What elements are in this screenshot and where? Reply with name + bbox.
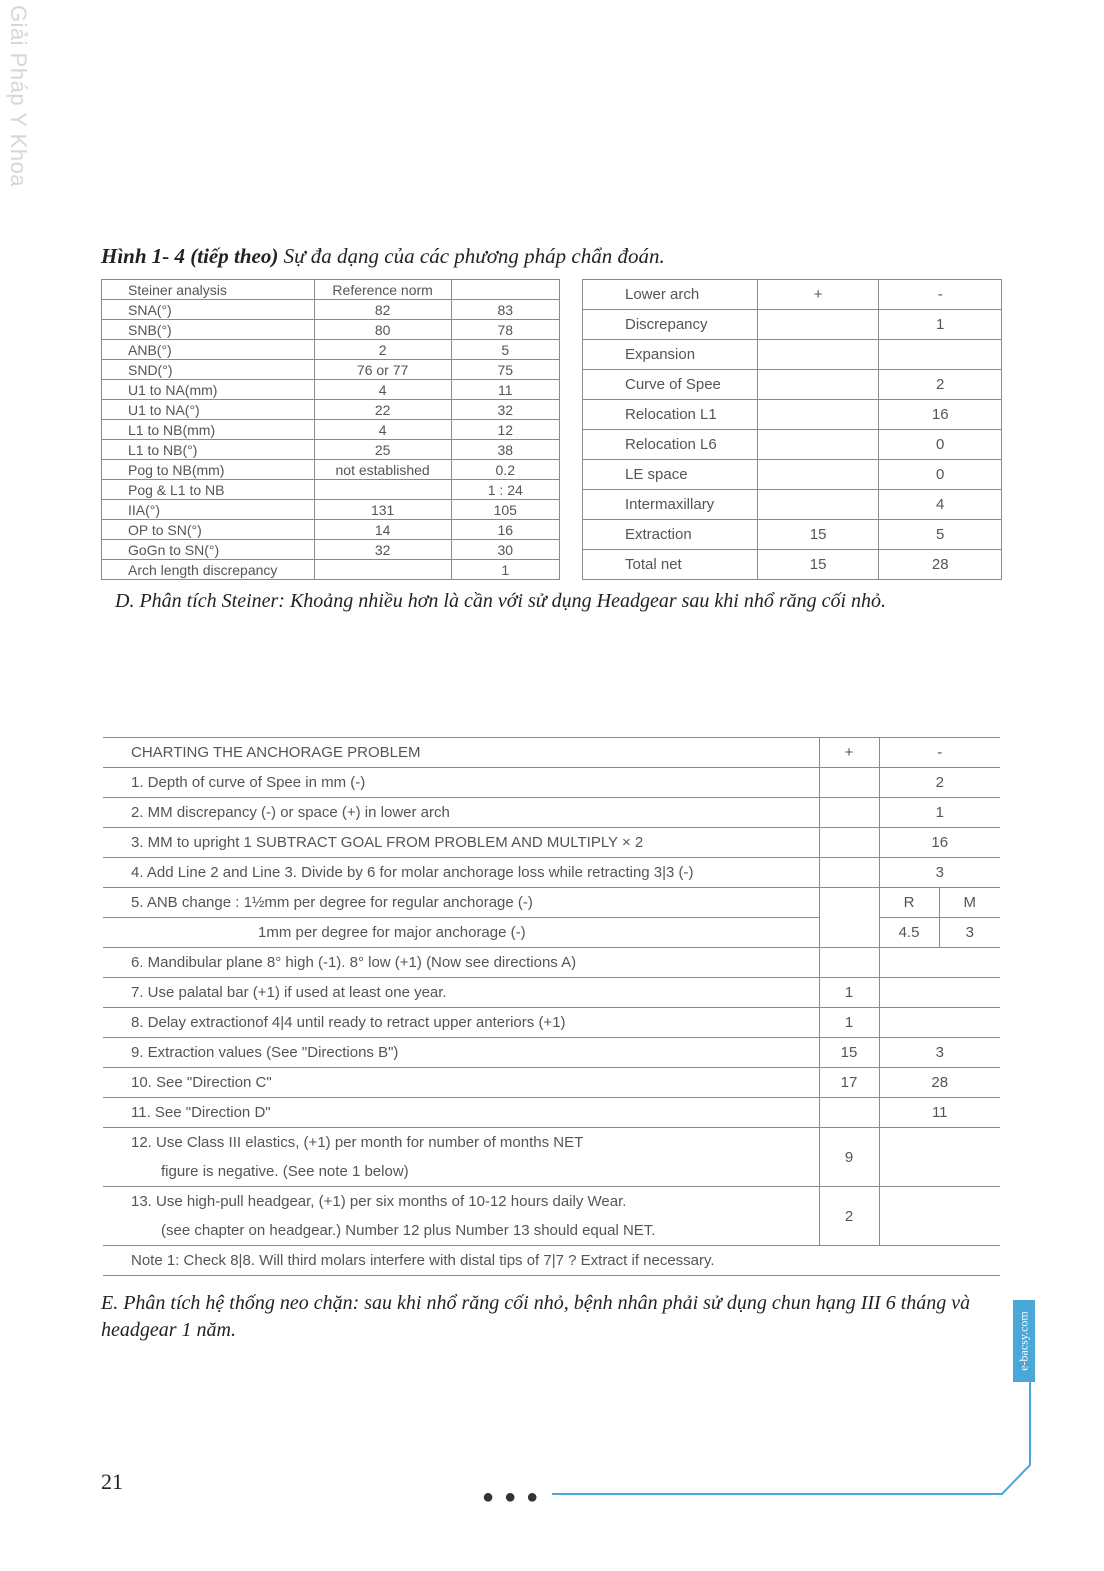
norm-cell: 82 [314, 300, 451, 320]
minus-header: - [879, 738, 1000, 768]
plus-header: + [819, 738, 879, 768]
value-cell: 11 [451, 380, 560, 400]
value-cell: 78 [451, 320, 560, 340]
norm-cell: 4 [314, 420, 451, 440]
measure-cell: Pog & L1 to NB [102, 480, 315, 500]
norm-cell: 14 [314, 520, 451, 540]
step-cell: 2. MM discrepancy (-) or space (+) in lower arch [103, 798, 819, 828]
value-cell: 0.2 [451, 460, 560, 480]
measure-cell: U1 to NA(°) [102, 400, 315, 420]
minus-cell: 0 [879, 460, 1002, 490]
dots-ornament: ●●● [482, 1486, 549, 1508]
measure-cell: SND(°) [102, 360, 315, 380]
steiner-header: Steiner analysis [102, 280, 315, 300]
item-cell: Curve of Spee [583, 370, 758, 400]
minus-header: - [879, 280, 1002, 310]
caption-d: D. Phân tích Steiner: Khoảng nhiều hơn là cần với sử dụng Headgear sau khi nhổ răng cối nhỏ. [115, 590, 887, 612]
plus-cell: 1 [819, 1008, 879, 1038]
step-cell: 1. Depth of curve of Spee in mm (-) [103, 768, 819, 798]
step-cell: 9. Extraction values (See "Directions B") [103, 1038, 819, 1068]
note-cell: Note 1: Check 8|8. Will third molars interfere with distal tips of 7|7 ? Extract if necessary. [103, 1246, 1000, 1276]
step-line: 12. Use Class III elastics, (+1) per month for number of months NET [131, 1134, 584, 1151]
value-cell: 105 [451, 500, 560, 520]
minus-cell: 28 [879, 1068, 1000, 1098]
measure-cell: Pog to NB(mm) [102, 460, 315, 480]
norm-cell: 76 or 77 [314, 360, 451, 380]
step-cell: 6. Mandibular plane 8° high (-1). 8° low (+1) (Now see directions A) [103, 948, 819, 978]
measure-cell: SNB(°) [102, 320, 315, 340]
measure-cell: ANB(°) [102, 340, 315, 360]
plus-cell: 2 [819, 1187, 879, 1246]
value-cell: 83 [451, 300, 560, 320]
step-cell: 5. ANB change : 1½mm per degree for regular anchorage (-) [103, 888, 819, 918]
measure-cell: L1 to NB(mm) [102, 420, 315, 440]
minus-cell: 4 [879, 490, 1002, 520]
brand-tab: e-bacsy.com [1013, 1300, 1035, 1382]
value-cell: 1 [451, 560, 560, 580]
norm-cell: 32 [314, 540, 451, 560]
minus-cell: 0 [879, 430, 1002, 460]
value-cell: 5 [451, 340, 560, 360]
plus-header: + [757, 280, 879, 310]
step-cell: 11. See "Direction D" [103, 1098, 819, 1128]
page-number: 21 [101, 1469, 123, 1494]
item-cell: Relocation L1 [583, 400, 758, 430]
minus-cell: 3 [879, 1038, 1000, 1068]
item-cell: Discrepancy [583, 310, 758, 340]
watermark: Giải Pháp Y Khoa [6, 4, 31, 187]
value-cell: 38 [451, 440, 560, 460]
step-cell: 7. Use palatal bar (+1) if used at least one year. [103, 978, 819, 1008]
norm-cell: 22 [314, 400, 451, 420]
plus-cell: 1 [819, 978, 879, 1008]
norm-cell: 4 [314, 380, 451, 400]
minus-cell: 1 [879, 798, 1000, 828]
minus-cell: 5 [879, 520, 1002, 550]
item-cell: Extraction [583, 520, 758, 550]
measure-cell: L1 to NB(°) [102, 440, 315, 460]
minus-cell: 1 [879, 310, 1002, 340]
minus-cell: 2 [879, 768, 1000, 798]
minus-cell: 16 [879, 400, 1002, 430]
m-label-cell: M [939, 888, 1000, 918]
step-line: 13. Use high-pull headgear, (+1) per six months of 10-12 hours daily Wear. [131, 1193, 627, 1210]
measure-cell: GoGn to SN(°) [102, 540, 315, 560]
item-cell: LE space [583, 460, 758, 490]
r-value-cell: 4.5 [879, 918, 939, 948]
step-cell: 1mm per degree for major anchorage (-) [103, 918, 819, 948]
value-cell: 75 [451, 360, 560, 380]
minus-cell: 16 [879, 828, 1000, 858]
measure-cell: IIA(°) [102, 500, 315, 520]
plus-cell: 15 [819, 1038, 879, 1068]
lower-arch-header: Lower arch [583, 280, 758, 310]
norm-cell: 2 [314, 340, 451, 360]
anchorage-title: CHARTING THE ANCHORAGE PROBLEM [103, 738, 819, 768]
minus-cell: 2 [879, 370, 1002, 400]
plus-cell: 17 [819, 1068, 879, 1098]
measure-cell: Arch length discrepancy [102, 560, 315, 580]
value-cell: 32 [451, 400, 560, 420]
step-cell: 8. Delay extractionof 4|4 until ready to retract upper anteriors (+1) [103, 1008, 819, 1038]
value-cell: 1 : 24 [451, 480, 560, 500]
item-cell: Intermaxillary [583, 490, 758, 520]
r-label-cell: R [879, 888, 939, 918]
minus-cell: 11 [879, 1098, 1000, 1128]
step-cell: 3. MM to upright 1 SUBTRACT GOAL FROM PROBLEM AND MULTIPLY × 2 [103, 828, 819, 858]
measure-cell: U1 to NA(mm) [102, 380, 315, 400]
reference-norm-header: Reference norm [314, 280, 451, 300]
value-cell: 30 [451, 540, 560, 560]
figure-label: Hình 1- 4 (tiếp theo) [101, 244, 279, 268]
measure-cell: SNA(°) [102, 300, 315, 320]
minus-cell: 3 [879, 858, 1000, 888]
plus-cell: 15 [757, 520, 879, 550]
norm-cell: 80 [314, 320, 451, 340]
plus-cell: 9 [819, 1128, 879, 1187]
step-line: (see chapter on headgear.) Number 12 plus Number 13 should equal NET. [161, 1222, 656, 1239]
item-cell: Total net [583, 550, 758, 580]
norm-cell: 25 [314, 440, 451, 460]
value-cell: 16 [451, 520, 560, 540]
step-cell: 10. See "Direction C" [103, 1068, 819, 1098]
item-cell: Expansion [583, 340, 758, 370]
minus-cell: 28 [879, 550, 1002, 580]
norm-cell: 131 [314, 500, 451, 520]
step-line: figure is negative. (See note 1 below) [161, 1163, 409, 1180]
figure-caption: Sự đa dạng của các phương pháp chẩn đoán. [283, 244, 665, 268]
norm-cell: not established [314, 460, 451, 480]
m-value-cell: 3 [939, 918, 1000, 948]
item-cell: Relocation L6 [583, 430, 758, 460]
measure-cell: OP to SN(°) [102, 520, 315, 540]
step-cell: 4. Add Line 2 and Line 3. Divide by 6 for molar anchorage loss while retracting 3|3 (-) [103, 858, 819, 888]
caption-e: E. Phân tích hệ thống neo chặn: sau khi nhổ răng cối nhỏ, bệnh nhân phải sử dụng chun hạng III 6 tháng và headgear 1 năm. [101, 1292, 971, 1341]
plus-cell: 15 [757, 550, 879, 580]
value-cell: 12 [451, 420, 560, 440]
